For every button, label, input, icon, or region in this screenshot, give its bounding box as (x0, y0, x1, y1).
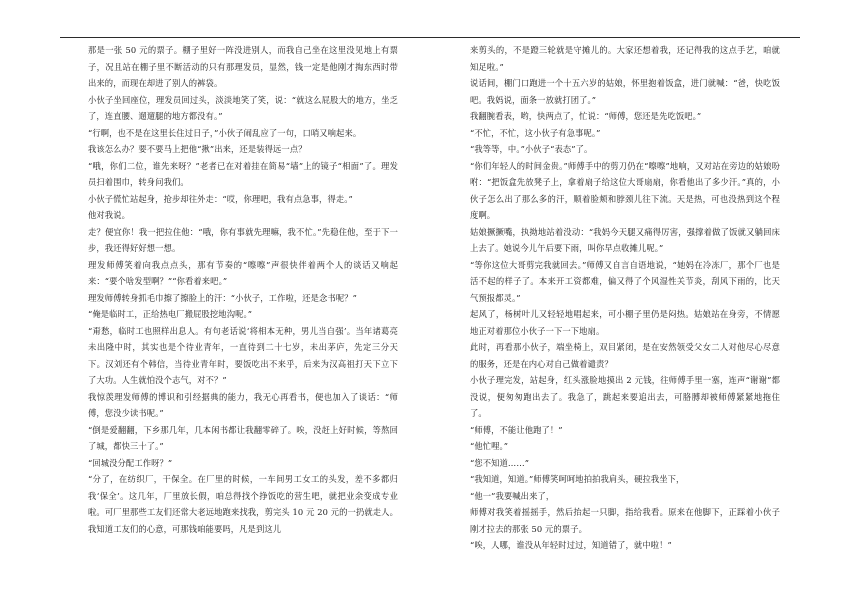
paragraph: “我等等，中。”小伙子“表态”了。 (470, 144, 593, 154)
paragraph: 姑娘撅撅嘴，执拗地站着没动：“我妈今天腿又痛得厉害，强撑着做了饭就又躺回床上去了。她说今儿午后要下雨，叫你早点收摊儿呢。” (470, 226, 780, 253)
paragraph: “唉，人哪，谁没从年轻时过过，知道错了，就中啦！” (470, 540, 672, 550)
paragraph: “俺是临时工，正给热电厂搬屁股挖地沟呢。” (88, 309, 253, 319)
paragraph: “甭愁，临时工也照样出息人。有句老话说‘将相本无种，男儿当自强’。当年诸葛亮未出隆中时，其实也是个待业青年，一直待到二十七岁，未出茅庐，先定三分天下。汉刘还有个韩信，当待业青年时，要饭吃出不来乎，后来为汉高祖打天下立下了大功。人生就怕没个志气，对不？” (88, 325, 398, 385)
paragraph: 小伙子坐回座位，理发员回过头，淡淡地笑了笑，说：“就这么屁股大的地方，坐乏了，连直腰、遛遛腿的地方都没有。” (88, 94, 398, 121)
paragraph: 理发师傅转身抓毛巾擦了擦脸上的汗：“小伙子，工作啦，还是念书呢？” (88, 292, 357, 303)
paragraph: “回城没分配工作呀？” (88, 457, 173, 468)
paragraph: “他忙哩。” (470, 441, 509, 451)
paragraph: “分了，在纺织厂，干保全。在厂里的时候，一车间男工女工的头发，差不多都归我‘保全’。这几年，厂里放长假，咱总得找个挣饭吃的营生吧，就把业余变成专业啦。可厂里那些工友们还常大老远地跑来找我，剪完头 10 元 20 元的一扔就走人。我知道工友们的心意，可那钱咱能要吗，凡是到这儿 (88, 474, 398, 534)
paragraph: “我知道，知道。”师傅笑呵呵地拍拍我肩头，硬拉我坐下， (470, 474, 685, 484)
paragraph: “哦，你们二位，谁先来呀？”老者已在对着挂在简易“墙”上的镜子“相面”了。理发员扫着围巾，转身问我们。 (88, 160, 398, 187)
paragraph: “你们年轻人的时间金贵。”师傅手中的剪刀仍在“嚓嚓”地响，又对站在旁边的姑娘吩咐：“把饭盒先放凳子上，拿着扇子给这位大哥扇扇，你看他出了多少汗。”真的，小伙子怎么出了那么多的汗，顺着脸颊和脖颈儿往下流。天是热，可也没热到这个程度啊。 (470, 160, 780, 220)
paragraph: 小伙子理完发，站起身，红头涨脸地摸出 2 元钱，往师傅手里一塞，连声“谢谢”都没说，便匆匆跑出去了。我急了，跳起来要追出去，可胳膊却被师傅紧紧地拖住了。 (470, 375, 780, 418)
paragraph: 我该怎么办？要不要马上把他“揪”出来，还是装得远一点？ (88, 144, 307, 154)
paragraph: 师傅对我笑着摇摇手，然后抬起一只脚，指给我看。原来在他脚下，正踩着小伙子刚才拉去的那张 50 元的票子。 (470, 507, 780, 534)
paragraph: “您不知道……” (470, 457, 530, 468)
paragraph: “倒是爱翻翻，下乡那几年，几本闲书都让我翻零碎了。唉，没赶上好时候，等熬回了城，都快三十了。” (88, 424, 398, 451)
header-rule (60, 37, 800, 38)
paragraph: 他对我说。 (88, 210, 130, 220)
paragraph: 理发师傅笑着向我点点头，那有节奏的“嚓嚓”声很快伴着两个人的谈话又响起来：“要个啥发型啊？”“你看着来吧。” (88, 259, 398, 286)
paragraph: “行啊，也不是在这里长住过日子，”小伙子闹乱应了一句，口哨又响起来。 (88, 127, 362, 138)
paragraph: 我惊羡理发师傅的博识和引经据典的能力，我无心再看书，便也加入了谈话：“师傅，您没少读书呢。” (88, 391, 398, 418)
paragraph: “他一”我要喊出来了， (470, 490, 555, 501)
right-column (470, 42, 780, 554)
paragraph: 那是一张 50 元的票子。棚子里好一阵没进别人，而我自己坐在这里没见地上有票子，况且站在棚子里不断活动的只有那理发员，显然，钱一定是他刚才掏东西时带出来的，而现在却进了别人的裤袋。 (88, 45, 398, 88)
paragraph: 走？便宜你！我一把拉住他：“哦，你有事就先理嘛，我不忙。”先稳住他，至于下一步，我还得好好想一想。 (88, 226, 398, 253)
paragraph: 起风了，杨树叶儿又轻轻地唱起来，可小棚子里仍是闷热。姑娘站在身旁，不情愿地正对着那位小伙子一下一下地扇。 (470, 309, 780, 336)
paragraph: “师傅，不能让他跑了！” (470, 424, 563, 435)
paragraph: 此时，再看那小伙子，端坐椅上，双目紧闭，是在安然领受父女二人对他尽心尽意的服务，还是在内心对自己做着谴责？ (470, 342, 780, 369)
left-column (88, 42, 398, 537)
paragraph: 来剪头的，不是蹬三轮就是守摊儿的。大家还想着我，还记得我的这点手艺，咱就知足啦。” (470, 45, 780, 72)
paragraph: 说话间，棚门口跑进一个十五六岁的姑娘，怀里抱着饭盒，进门就喊：“爸，快吃饭吧。我妈说，面条一放就打团了。” (470, 78, 780, 105)
paragraph: “不忙，不忙，这小伙子有急事呢。” (470, 127, 601, 138)
paragraph: “等你这位大哥剪完我就回去。”师傅又自言自语地说，“她妈在冷冻厂，那个厂也是活不起的样子了。本来开工资都难，偏又得了个风湿性关节炎，刮风下雨的，比天气预报都灵。” (470, 259, 780, 303)
paragraph: 我翻腕看表，哟，快两点了，忙说：“师傅，您还是先吃饭吧。” (470, 111, 702, 121)
paragraph: 小伙子慌忙站起身，抢步却往外走：“哎，你理吧，我有点急事，得走。” (88, 193, 353, 204)
